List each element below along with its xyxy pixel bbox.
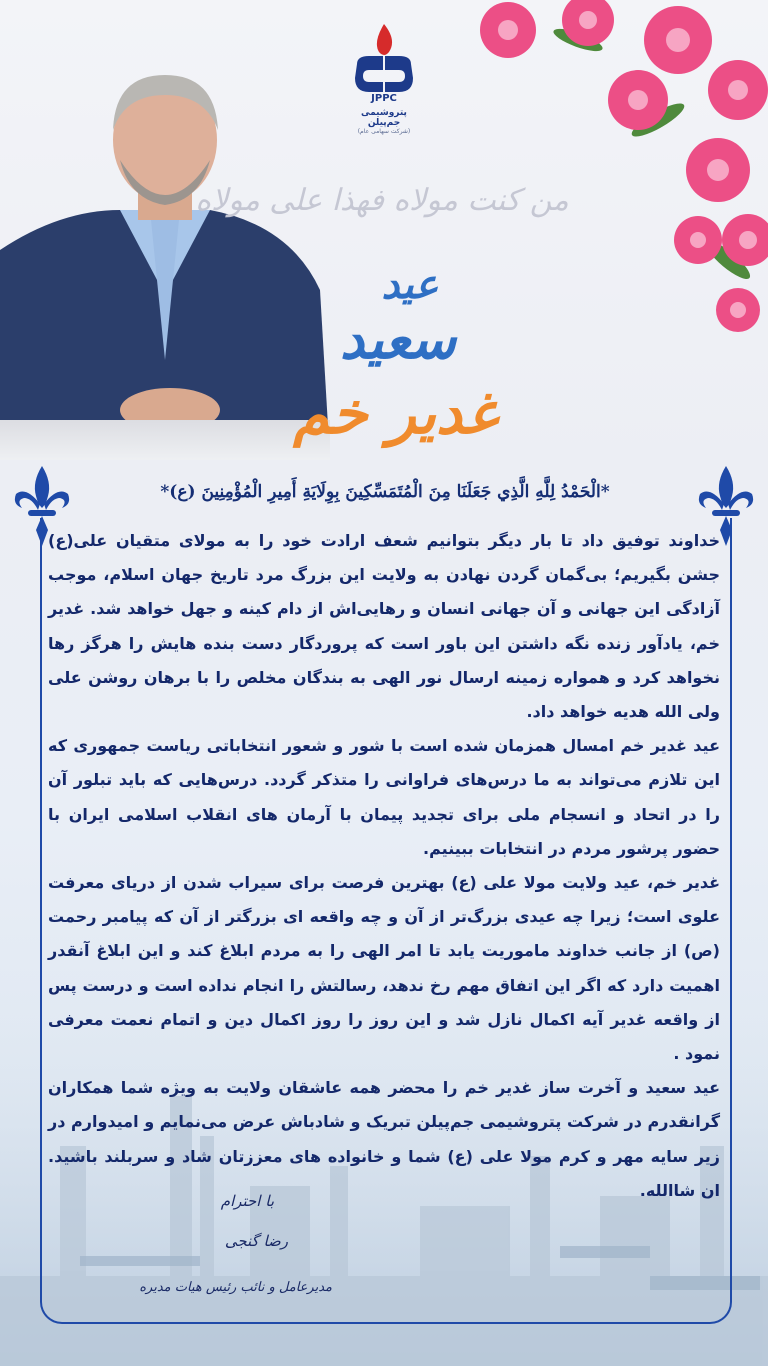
logo-company-name: پتروشیمی جم‌پیلن — [361, 108, 407, 128]
company-logo — [344, 22, 424, 142]
body-paragraph-2: عید غدیر خم امسال همزمان شده است با شور و شعور انتخاباتی ریاست جمهوری که این تلازم می‌تواند به ما درس‌های فراوانی را متذکر گردد. درس‌هایی که باید تبلور آن را در اتحاد و انسجام ملی برای تجدید پیمان با آرمان های انقلاب اسلامی ایران با حضور پرشور مردم در انتخابات ببینیم. — [48, 736, 720, 858]
body-paragraph-3: غدیر خم، عید ولایت مولا علی (ع) بهترین فرصت برای سیراب شدن از دریای معرفت علوی است؛ زیرا چه عیدی بزرگ‌تر از آن و چه واقعه ای بزرگتر از آن که پیامبر رحمت (ص) از جانب خداوند ماموریت یابد تا امر الهی را به مردم ابلاغ کند و این ابلاغ آنقدر اهمیت دارد که اگر این اتفاق مهم رخ ندهد، رسالتش را انجام نداده است و درست پس از واقعه غدیر آیه اکمال نازل شد و این روز را روز اکمال دین و اتمام نعمت معرفی نمود . — [48, 873, 720, 1064]
body-paragraph-1: خداوند توفیق داد تا بار دیگر بتوانیم شعف ارادت خود را به مولای متقیان علی(ع) جشن بگیریم؛ بی‌گمان گردن نهادن به ولایت این بزرگ مرد تاریخ جهان اسلام، موجب آزادگی این جهانی و آن جهانی انسان و رهایی‌اش از دام کینه و جهل خواهد شد. غدیر خم، یادآور زنده نگه داشتن این باور است که پروردگار دست بنده هایش را هرگز رها نخواهد کرد و همواره زمینه ارسال نور الهی به بندگان مخلص را با برهان روشن علی ولی الله هدیه خواهد داد. — [48, 531, 720, 722]
body-paragraph-4: عید سعید و آخرت ساز غدیر خم را محضر همه عاشقان ولایت به ویژه شما همکاران گرانقدرم در شرکت پتروشیمی جم‌پیلن تبریک و شادباش عرض می‌نمایم و امیدوارم در زیر سایه مهر و کرم مولا علی (ع) شما و خانواده های معززتان شاد و سربلند باشید. ان شاالله. — [48, 1078, 720, 1200]
signature-block — [139, 1192, 332, 1312]
signature-closing: با احترام — [220, 1192, 274, 1210]
message-body — [48, 524, 720, 1208]
quran-verse: *الْحَمْدُ لِلَّهِ الَّذِي جَعَلَنَا مِنَ الْمُتَمَسِّكِينَ بِوِلَايَةِ أَمِيرِ الْمُؤْمِنِينَ (ع)* — [160, 482, 610, 502]
signature-name: رضا گنجی — [224, 1232, 288, 1250]
logo-abbr: JPPC — [371, 93, 397, 104]
jppc-logo-icon — [349, 22, 419, 102]
logo-subtitle: (شرکت سهامی عام) — [357, 128, 411, 135]
greeting-word-saeed: سعید — [340, 307, 456, 371]
greeting-word-eid: عید — [381, 261, 439, 308]
signature-title: مدیرعامل و نائب رئیس هیات مدیره — [139, 1280, 332, 1295]
greeting-word-ghadir: غدیر خم — [293, 379, 497, 447]
hadith-calligraphy — [195, 150, 569, 240]
hadith-text: من کنت مولاه فهذا علی مولاه — [195, 183, 569, 218]
eid-greeting-calligraphy — [280, 248, 510, 458]
header-banner — [0, 0, 768, 470]
